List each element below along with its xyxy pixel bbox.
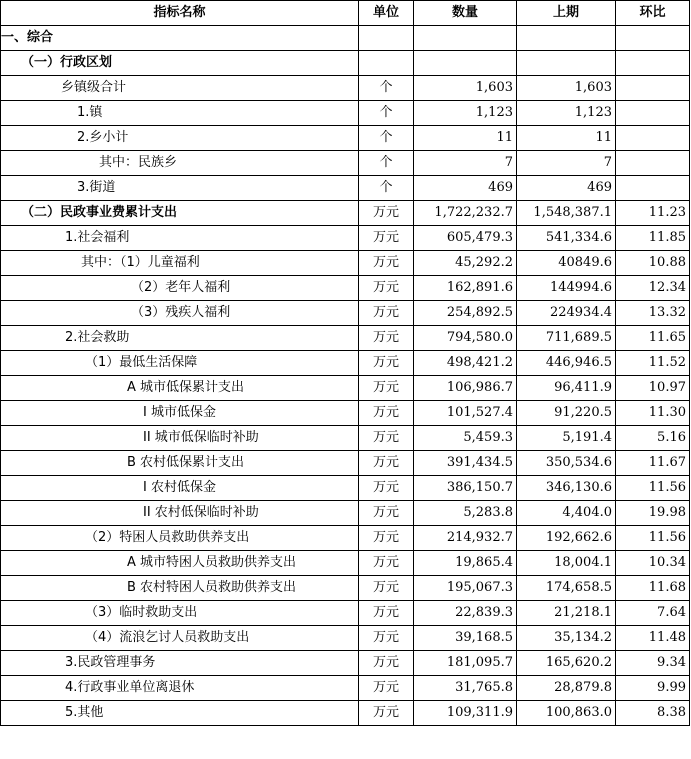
cell-name: B 农村特困人员救助供养支出 xyxy=(1,576,359,601)
cell-name: 3.民政管理事务 xyxy=(1,651,359,676)
cell-previous: 346,130.6 xyxy=(517,476,616,501)
cell-quantity: 19,865.4 xyxy=(414,551,517,576)
cell-quantity xyxy=(414,51,517,76)
cell-unit: 个 xyxy=(359,76,414,101)
table-row xyxy=(1,76,690,101)
cell-name: （二）民政事业费累计支出 xyxy=(1,201,359,226)
cell-unit: 个 xyxy=(359,101,414,126)
cell-unit: 万元 xyxy=(359,426,414,451)
table-row xyxy=(1,276,690,301)
table-row xyxy=(1,126,690,151)
table-row xyxy=(1,176,690,201)
cell-name: （1）最低生活保障 xyxy=(1,351,359,376)
cell-quantity: 5,459.3 xyxy=(414,426,517,451)
cell-previous: 350,534.6 xyxy=(517,451,616,476)
cell-unit: 万元 xyxy=(359,551,414,576)
cell-unit: 个 xyxy=(359,126,414,151)
cell-unit: 万元 xyxy=(359,651,414,676)
table-row xyxy=(1,676,690,701)
cell-ratio: 13.32 xyxy=(616,301,690,326)
cell-ratio xyxy=(616,51,690,76)
cell-previous: 541,334.6 xyxy=(517,226,616,251)
cell-ratio: 11.48 xyxy=(616,626,690,651)
cell-previous: 469 xyxy=(517,176,616,201)
table-row xyxy=(1,376,690,401)
cell-quantity xyxy=(414,26,517,51)
header-unit: 单位 xyxy=(359,1,414,26)
cell-unit: 万元 xyxy=(359,626,414,651)
cell-quantity: 39,168.5 xyxy=(414,626,517,651)
cell-previous: 1,123 xyxy=(517,101,616,126)
cell-unit: 万元 xyxy=(359,276,414,301)
cell-ratio: 11.67 xyxy=(616,451,690,476)
cell-unit: 个 xyxy=(359,151,414,176)
cell-name: （2）老年人福利 xyxy=(1,276,359,301)
cell-quantity: 1,603 xyxy=(414,76,517,101)
cell-previous: 7 xyxy=(517,151,616,176)
cell-name: 2.乡小计 xyxy=(1,126,359,151)
cell-ratio: 11.65 xyxy=(616,326,690,351)
cell-quantity: 386,150.7 xyxy=(414,476,517,501)
cell-name: 1.镇 xyxy=(1,101,359,126)
cell-ratio xyxy=(616,101,690,126)
cell-ratio: 9.99 xyxy=(616,676,690,701)
cell-unit: 万元 xyxy=(359,401,414,426)
cell-previous: 91,220.5 xyxy=(517,401,616,426)
cell-quantity: 162,891.6 xyxy=(414,276,517,301)
cell-name: 乡镇级合计 xyxy=(1,76,359,101)
cell-unit: 万元 xyxy=(359,601,414,626)
cell-previous: 5,191.4 xyxy=(517,426,616,451)
cell-name: （4）流浪乞讨人员救助支出 xyxy=(1,626,359,651)
table-row xyxy=(1,301,690,326)
cell-name: （3）残疾人福利 xyxy=(1,301,359,326)
cell-previous: 11 xyxy=(517,126,616,151)
cell-previous: 35,134.2 xyxy=(517,626,616,651)
cell-name: 4.行政事业单位离退休 xyxy=(1,676,359,701)
cell-quantity: 254,892.5 xyxy=(414,301,517,326)
cell-unit: 个 xyxy=(359,176,414,201)
cell-name: （3）临时救助支出 xyxy=(1,601,359,626)
table-row xyxy=(1,551,690,576)
cell-unit: 万元 xyxy=(359,201,414,226)
cell-unit: 万元 xyxy=(359,701,414,726)
cell-previous: 711,689.5 xyxy=(517,326,616,351)
cell-ratio: 11.68 xyxy=(616,576,690,601)
cell-ratio: 7.64 xyxy=(616,601,690,626)
cell-name: 一、综合 xyxy=(1,26,359,51)
table-row xyxy=(1,151,690,176)
cell-quantity: 214,932.7 xyxy=(414,526,517,551)
cell-previous: 174,658.5 xyxy=(517,576,616,601)
cell-previous: 165,620.2 xyxy=(517,651,616,676)
table-row xyxy=(1,426,690,451)
cell-unit: 万元 xyxy=(359,226,414,251)
cell-name: I 农村低保金 xyxy=(1,476,359,501)
cell-quantity: 109,311.9 xyxy=(414,701,517,726)
table-row xyxy=(1,576,690,601)
cell-unit xyxy=(359,26,414,51)
cell-quantity: 391,434.5 xyxy=(414,451,517,476)
cell-unit: 万元 xyxy=(359,501,414,526)
cell-unit: 万元 xyxy=(359,676,414,701)
cell-previous xyxy=(517,26,616,51)
cell-ratio: 11.23 xyxy=(616,201,690,226)
header-row xyxy=(1,1,690,26)
table-row xyxy=(1,251,690,276)
cell-ratio: 8.38 xyxy=(616,701,690,726)
cell-unit: 万元 xyxy=(359,526,414,551)
cell-quantity: 605,479.3 xyxy=(414,226,517,251)
header-previous: 上期 xyxy=(517,1,616,26)
table-row xyxy=(1,401,690,426)
table-row xyxy=(1,601,690,626)
cell-ratio: 9.34 xyxy=(616,651,690,676)
cell-name: 其中：（1）儿童福利 xyxy=(1,251,359,276)
cell-name: B 农村低保累计支出 xyxy=(1,451,359,476)
cell-name: II 城市低保临时补助 xyxy=(1,426,359,451)
cell-ratio: 10.88 xyxy=(616,251,690,276)
cell-ratio xyxy=(616,76,690,101)
cell-name: II 农村低保临时补助 xyxy=(1,501,359,526)
cell-unit: 万元 xyxy=(359,351,414,376)
cell-previous: 100,863.0 xyxy=(517,701,616,726)
cell-quantity: 794,580.0 xyxy=(414,326,517,351)
cell-ratio xyxy=(616,176,690,201)
table-row xyxy=(1,651,690,676)
cell-quantity: 22,839.3 xyxy=(414,601,517,626)
cell-previous: 224934.4 xyxy=(517,301,616,326)
header-ratio: 环比 xyxy=(616,1,690,26)
cell-quantity: 1,123 xyxy=(414,101,517,126)
cell-unit: 万元 xyxy=(359,576,414,601)
cell-ratio: 11.85 xyxy=(616,226,690,251)
cell-previous: 18,004.1 xyxy=(517,551,616,576)
cell-name: （一）行政区划 xyxy=(1,51,359,76)
cell-ratio: 11.56 xyxy=(616,526,690,551)
cell-quantity: 5,283.8 xyxy=(414,501,517,526)
cell-name: 5.其他 xyxy=(1,701,359,726)
header-quantity: 数量 xyxy=(414,1,517,26)
cell-name: A 城市特困人员救助供养支出 xyxy=(1,551,359,576)
cell-quantity: 7 xyxy=(414,151,517,176)
cell-ratio: 19.98 xyxy=(616,501,690,526)
cell-previous: 21,218.1 xyxy=(517,601,616,626)
cell-name: 3.街道 xyxy=(1,176,359,201)
cell-ratio: 11.56 xyxy=(616,476,690,501)
table-row xyxy=(1,476,690,501)
cell-ratio xyxy=(616,151,690,176)
table-row xyxy=(1,201,690,226)
cell-unit: 万元 xyxy=(359,376,414,401)
cell-quantity: 101,527.4 xyxy=(414,401,517,426)
cell-ratio: 12.34 xyxy=(616,276,690,301)
cell-previous: 144994.6 xyxy=(517,276,616,301)
cell-previous: 96,411.9 xyxy=(517,376,616,401)
cell-quantity: 498,421.2 xyxy=(414,351,517,376)
cell-previous: 40849.6 xyxy=(517,251,616,276)
cell-ratio: 10.34 xyxy=(616,551,690,576)
cell-quantity: 31,765.8 xyxy=(414,676,517,701)
table-row xyxy=(1,351,690,376)
cell-name: I 城市低保金 xyxy=(1,401,359,426)
cell-name: 其中：民族乡 xyxy=(1,151,359,176)
table-row xyxy=(1,526,690,551)
cell-quantity: 181,095.7 xyxy=(414,651,517,676)
cell-previous: 1,548,387.1 xyxy=(517,201,616,226)
cell-unit: 万元 xyxy=(359,476,414,501)
cell-previous: 1,603 xyxy=(517,76,616,101)
cell-previous: 28,879.8 xyxy=(517,676,616,701)
cell-ratio: 11.52 xyxy=(616,351,690,376)
cell-name: 2.社会救助 xyxy=(1,326,359,351)
cell-unit: 万元 xyxy=(359,251,414,276)
cell-previous: 4,404.0 xyxy=(517,501,616,526)
cell-quantity: 195,067.3 xyxy=(414,576,517,601)
cell-name: A 城市低保累计支出 xyxy=(1,376,359,401)
cell-unit: 万元 xyxy=(359,326,414,351)
cell-unit: 万元 xyxy=(359,451,414,476)
cell-ratio xyxy=(616,26,690,51)
cell-ratio: 10.97 xyxy=(616,376,690,401)
cell-quantity: 11 xyxy=(414,126,517,151)
table-row xyxy=(1,451,690,476)
cell-ratio: 5.16 xyxy=(616,426,690,451)
table-row xyxy=(1,501,690,526)
cell-previous: 446,946.5 xyxy=(517,351,616,376)
cell-quantity: 106,986.7 xyxy=(414,376,517,401)
table-row xyxy=(1,226,690,251)
table-row xyxy=(1,101,690,126)
cell-previous xyxy=(517,51,616,76)
header-name: 指标名称 xyxy=(1,1,359,26)
cell-quantity: 45,292.2 xyxy=(414,251,517,276)
cell-ratio xyxy=(616,126,690,151)
cell-name: （2）特困人员救助供养支出 xyxy=(1,526,359,551)
cell-quantity: 469 xyxy=(414,176,517,201)
cell-unit: 万元 xyxy=(359,301,414,326)
cell-previous: 192,662.6 xyxy=(517,526,616,551)
cell-name: 1.社会福利 xyxy=(1,226,359,251)
cell-ratio: 11.30 xyxy=(616,401,690,426)
table-row xyxy=(1,626,690,651)
cell-quantity: 1,722,232.7 xyxy=(414,201,517,226)
table-row xyxy=(1,701,690,726)
table-body xyxy=(1,26,690,726)
cell-unit xyxy=(359,51,414,76)
table-row xyxy=(1,51,690,76)
table-row xyxy=(1,26,690,51)
table-row xyxy=(1,326,690,351)
